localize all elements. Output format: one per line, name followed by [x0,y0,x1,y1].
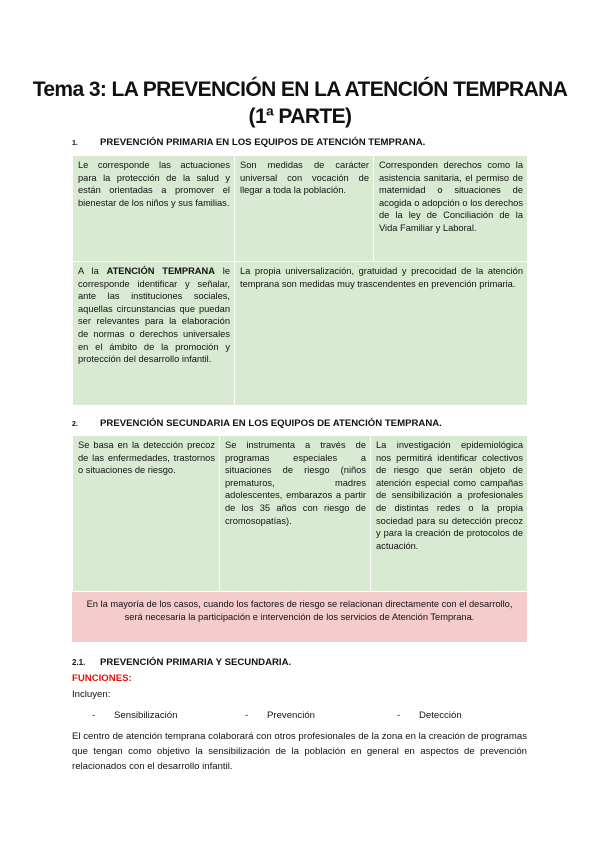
section-2-1-title: PREVENCIÓN PRIMARIA Y SECUNDARIA. [100,657,292,668]
table-cell: La investigación epidemiológica nos permitirá identificar colectivos de riesgo que serán objeto de atención especial como campañas de sensibilización a profesionales de distintas redes o la propia sociedad para su detección precoz y para la creación de protocolos de actuación. [371,436,528,592]
table-cell: Corresponden derechos como la asistencia sanitaria, el permiso de maternidad o situaciones de acogida o adopción o los derechos de la ley de Conciliación de la Vida Familiar y Laboral. [374,156,528,262]
section-1-number: 1. [72,140,78,147]
body-paragraph: El centro de atención temprana colaborará con otros profesionales de la zona en la creación de programas que tengan como objetivo la sensibilización de la población en general en aspectos de prevención relacionados con el desarrollo infantil. [72,731,527,772]
section-2-title: PREVENCIÓN SECUNDARIA EN LOS EQUIPOS DE ATENCIÓN TEMPRANA. [100,418,442,429]
table-row [73,156,528,262]
list-item [397,710,462,721]
cell-text-prefix: A la [78,266,107,276]
dash-bullet: - [397,710,401,721]
list-item [245,710,315,721]
section-2-number: 2. [72,421,78,428]
table-row [73,436,528,592]
primary-prevention-table [72,155,528,406]
includes-label: Incluyen: [72,689,111,700]
document-title-line-1: Tema 3: LA PREVENCIÓN EN LA ATENCIÓN TEMPRANA [32,78,568,101]
dash-bullet: - [245,710,249,721]
table-cell [73,262,235,406]
list-item-label: Sensibilización [114,710,178,721]
list-item-label: Detección [419,710,462,721]
section-1-title: PREVENCIÓN PRIMARIA EN LOS EQUIPOS DE ATENCIÓN TEMPRANA. [100,137,426,148]
dash-bullet: - [92,710,96,721]
risk-factors-note: En la mayoría de los casos, cuando los factores de riesgo se relacionan directamente con el desarrollo, será necesaria la participación e intervención de los servicios de Atención Temprana. [72,592,527,642]
section-2-1-number: 2.1. [72,658,86,667]
table-cell: Son medidas de carácter universal con vocación de llegar a toda la población. [235,156,374,262]
cell-text-rest: le corresponde identificar y señalar, ante las instituciones sociales, aquellas circunstancias que puedan ser relevantes para la elaboración de normas o derechos universales en el ámbito de la promoción y protección del desarrollo infantil. [78,266,231,365]
table-cell: Se basa en la detección precoz de las enfermedades, trastornos o situaciones de riesgo. [73,436,220,592]
document-title-line-2: (1ª PARTE) [248,105,352,128]
section-2-heading [72,418,442,431]
table-row [73,262,528,406]
table-cell: Le corresponde las actuaciones para la protección de la salud y están orientadas a promover el bienestar de los niños y sus familias. [73,156,235,262]
list-item [92,710,177,721]
section-2-1-heading [72,657,291,669]
secondary-prevention-table [72,435,528,592]
table-cell: La propia universalización, gratuidad y precocidad de la atención temprana son medidas muy trascendentes en prevención primaria. [235,262,528,406]
cell-text-bold: ATENCIÓN TEMPRANA [106,266,215,276]
section-1-heading [72,137,425,150]
table-cell: Se instrumenta a través de programas especiales a situaciones de riesgo (niños prematuros, madres adolescentes, embarazos a partir de los 35 años con riesgo de cromosopatías). [220,436,371,592]
list-item-label: Prevención [267,710,315,721]
functions-label: FUNCIONES: [72,673,132,684]
